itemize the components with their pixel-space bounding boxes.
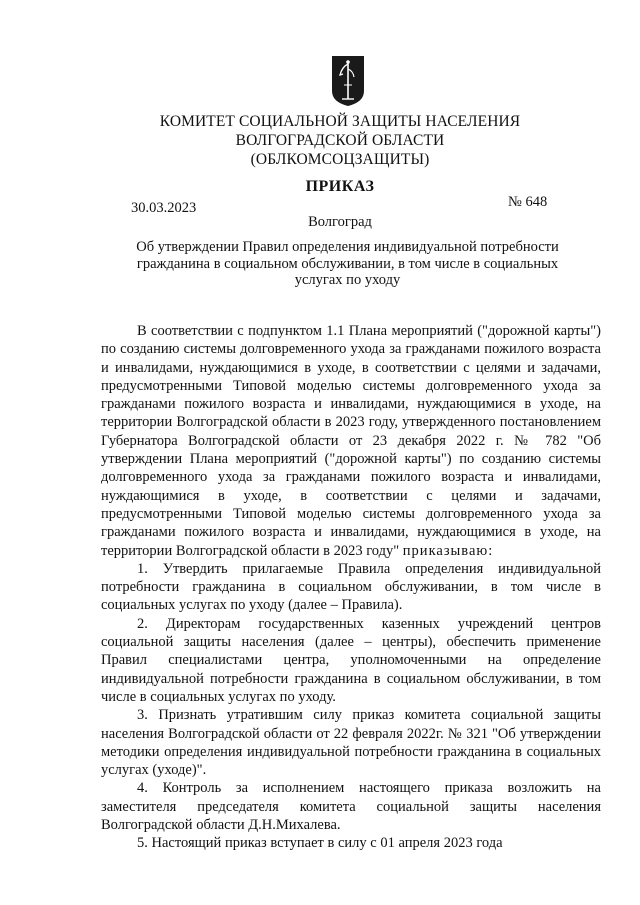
- order-word: приказываю:: [402, 542, 494, 559]
- org-name-line-1: КОМИТЕТ СОЦИАЛЬНОЙ ЗАЩИТЫ НАСЕЛЕНИЯ: [159, 113, 521, 130]
- org-name-line-3: (ОБЛКОМСОЦЗАЩИТЫ): [250, 151, 430, 168]
- preamble-paragraph: [101, 322, 601, 560]
- document-date: 30.03.2023: [131, 200, 197, 216]
- document-city: Волгоград: [308, 214, 372, 230]
- order-item: 4. Контроль за исполнением настоящего приказа возложить на заместителя председателя комитета социальной защиты населения Волгоградской области Д.Н.Михалева.: [101, 780, 601, 834]
- order-item: 2. Директорам государственных казенных учреждений центров социальной защиты населения (далее – центры), обеспечить применение Правил специалистами центра, уполномоченными на определение индивидуальной потребности гражданина в социальном обслуживании, в том числе в социальных услугах по уходу.: [101, 615, 601, 705]
- document-subject: Об утверждении Правил определения индивидуальной потребности гражданина в социальном обслуживании, в том числе в социальных услугах по уходу: [136, 239, 559, 288]
- order-item: 3. Признать утратившим силу приказ комитета социальной защиты населения Волгоградской области от 22 февраля 2022г. № 321 "Об утверждении методики определения индивидуальной потребности гражданина в социальных услугах (уходе)".: [101, 707, 601, 779]
- org-name-line-2: ВОЛГОГРАДСКОЙ ОБЛАСТИ: [235, 132, 445, 149]
- order-item: 1. Утвердить прилагаемые Правила определения индивидуальной потребности гражданина в социальном обслуживании, в том числе в социальных услугах по уходу (далее – Правила).: [101, 560, 601, 614]
- document-type-title: ПРИКАЗ: [305, 178, 375, 195]
- document-body: [101, 322, 601, 853]
- preamble-text: В соответствии с подпунктом 1.1 Плана мероприятий ("дорожной карты") по созданию системы долговременного ухода за гражданами пожилого возраста и инвалидами, нуждающимися в уходе, в соответствии с целями и задачами, предусмотренными Типовой моделью системы долговременного ухода за гражданами пожилого возраста и инвалидами, нуждающимися в уходе, на территории Волгоградской области в 2023 году, утвержденного постановлением Губернатора Волгоградской области от 23 декабря 2022 г. № 782 "Об утверждении Плана мероприятий ("дорожной карты") по созданию системы долговременного ухода за гражданами пожилого возраста и инвалидами, нуждающимися в уходе, в соответствии с целями и задачами, предусмотренными Типовой моделью системы долговременного ухода за гражданами пожилого возраста и инвалидами, нуждающимися в уходе, на территории Волгоградской области в 2023 году": [101, 323, 601, 559]
- order-item: 5. Настоящий приказ вступает в силу с 01 апреля 2023 года: [137, 835, 503, 852]
- document-number: № 648: [508, 194, 548, 210]
- volgograd-coat-of-arms-icon: [331, 55, 365, 107]
